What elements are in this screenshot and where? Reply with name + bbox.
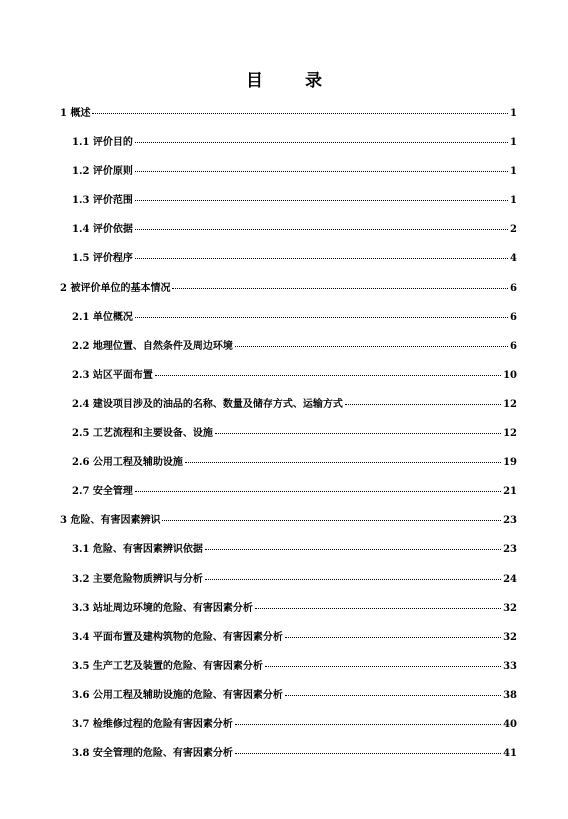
toc-page-number: 6 [510, 311, 517, 323]
toc-entry-title: 1.1 评价目的 [72, 137, 133, 149]
toc-entry[interactable] [60, 162, 517, 191]
dot-leader [92, 113, 508, 114]
dot-leader [135, 142, 508, 143]
toc-entry-title: 2.3 站区平面布置 [72, 369, 153, 381]
dot-leader [205, 579, 501, 580]
toc-entry-title: 3.7 检维修过程的危险有害因素分析 [72, 718, 233, 730]
toc-entry-title: 2.6 公用工程及辅助设施 [72, 457, 183, 469]
dot-leader [205, 549, 501, 550]
toc-entry[interactable] [60, 715, 517, 744]
dot-leader [162, 520, 501, 521]
dot-leader [135, 317, 508, 318]
toc-page-number: 23 [503, 544, 517, 556]
toc-entry[interactable] [60, 249, 517, 278]
toc-entry-title: 1.4 评价依据 [72, 224, 133, 236]
toc-entry[interactable] [60, 628, 517, 657]
toc-page-number: 33 [503, 660, 517, 672]
toc-entry-title: 3.4 平面布置及建构筑物的危险、有害因素分析 [72, 631, 283, 643]
dot-leader [285, 637, 501, 638]
toc-entry[interactable] [60, 424, 517, 453]
toc-entry-title: 3.3 站址周边环境的危险、有害因素分析 [72, 602, 253, 614]
dot-leader [215, 433, 501, 434]
toc-entry-title: 3.1 危险、有害因素辨识依据 [72, 544, 203, 556]
dot-leader [135, 200, 508, 201]
toc-entry-title: 2 被评价单位的基本情况 [60, 282, 171, 294]
toc-page-number: 21 [503, 486, 517, 498]
dot-leader [235, 753, 501, 754]
toc-entry[interactable] [60, 570, 517, 599]
toc-entry[interactable] [60, 220, 517, 249]
toc-entry[interactable] [60, 657, 517, 686]
toc-page-number: 40 [503, 718, 517, 730]
dot-leader [135, 171, 508, 172]
table-of-contents [60, 104, 517, 773]
toc-entry-title: 3.6 公用工程及辅助设施的危险、有害因素分析 [72, 689, 283, 701]
toc-entry[interactable] [60, 686, 517, 715]
toc-entry[interactable] [60, 453, 517, 482]
toc-entry[interactable] [60, 279, 517, 308]
toc-page-number: 32 [503, 631, 517, 643]
dot-leader [185, 462, 501, 463]
dot-leader [345, 404, 501, 405]
toc-page-number: 19 [503, 457, 517, 469]
toc-page-number: 4 [510, 253, 517, 265]
page-title: 目 录 [246, 71, 340, 91]
dot-leader [235, 724, 501, 725]
toc-entry-title: 3.5 生产工艺及装置的危险、有害因素分析 [72, 660, 263, 672]
dot-leader [135, 229, 508, 230]
toc-entry[interactable] [60, 337, 517, 366]
toc-entry[interactable] [60, 511, 517, 540]
toc-entry-title: 3.8 安全管理的危险、有害因素分析 [72, 748, 233, 760]
toc-page-number: 1 [510, 195, 517, 207]
dot-leader [135, 491, 501, 492]
dot-leader [285, 695, 501, 696]
toc-entry-title: 1 概述 [60, 108, 91, 119]
toc-entry[interactable] [60, 366, 517, 395]
toc-page-number: 6 [510, 340, 517, 352]
toc-entry-title: 2.5 工艺流程和主要设备、设施 [72, 428, 213, 440]
toc-page-number: 38 [503, 689, 517, 701]
dot-leader [265, 666, 501, 667]
toc-entry[interactable] [60, 599, 517, 628]
toc-entry-title: 2.2 地理位置、自然条件及周边环境 [72, 340, 233, 352]
toc-entry[interactable] [60, 540, 517, 569]
toc-page-number: 2 [510, 224, 517, 236]
toc-entry-title: 2.1 单位概况 [72, 311, 133, 323]
toc-entry-title: 3 危险、有害因素辨识 [60, 515, 161, 527]
dot-leader [235, 346, 508, 347]
toc-page-number: 1 [510, 108, 517, 119]
toc-page-number: 12 [503, 398, 517, 410]
toc-page-number: 12 [503, 428, 517, 440]
toc-entry[interactable] [60, 191, 517, 220]
toc-entry[interactable] [60, 308, 517, 337]
toc-entry[interactable] [60, 104, 517, 133]
toc-entry-title: 1.2 评价原则 [72, 166, 133, 178]
toc-entry[interactable] [60, 482, 517, 511]
toc-entry-title: 2.7 安全管理 [72, 486, 133, 498]
toc-entry[interactable] [60, 744, 517, 773]
toc-page-number: 24 [503, 573, 517, 585]
toc-page-number: 23 [503, 515, 517, 527]
toc-page-number: 6 [510, 282, 517, 294]
toc-page-number: 32 [503, 602, 517, 614]
toc-page-number: 1 [510, 166, 517, 178]
toc-page-number: 1 [510, 137, 517, 149]
dot-leader [155, 375, 501, 376]
toc-page-number: 41 [503, 748, 517, 760]
toc-entry[interactable] [60, 133, 517, 162]
toc-entry-title: 2.4 建设项目涉及的油品的名称、数量及储存方式、运输方式 [72, 398, 343, 410]
toc-entry-title: 1.3 评价范围 [72, 195, 133, 207]
toc-entry-title: 3.2 主要危险物质辨识与分析 [72, 573, 203, 585]
toc-entry[interactable] [60, 395, 517, 424]
toc-entry-title: 1.5 评价程序 [72, 253, 133, 265]
dot-leader [135, 258, 508, 259]
toc-page-number: 10 [503, 369, 517, 381]
dot-leader [172, 288, 508, 289]
dot-leader [255, 608, 501, 609]
